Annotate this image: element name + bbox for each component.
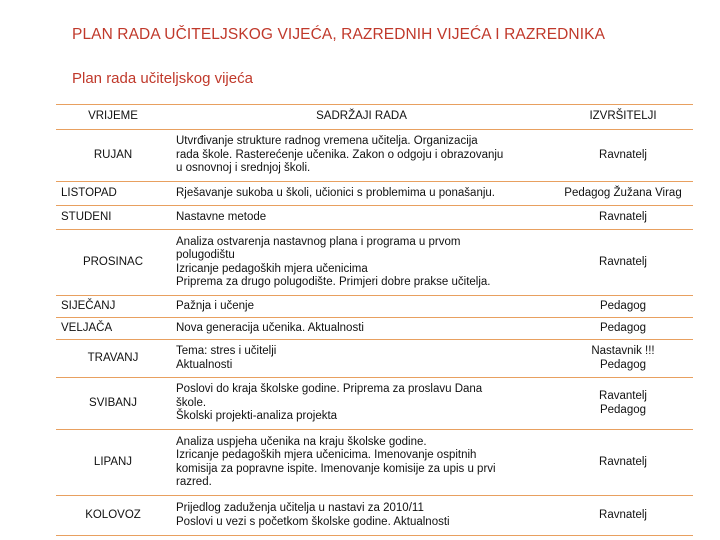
executor-cell — [553, 130, 693, 182]
content-line: škole. — [176, 396, 207, 409]
month-cell: VELJAČA — [56, 318, 170, 340]
table-row — [56, 430, 693, 496]
content-line: razred. — [176, 476, 212, 488]
executor-cell — [553, 318, 693, 340]
content-line: Poslovi do kraja školske godine. Priprema za proslavu Dana — [176, 383, 483, 396]
content-cell — [170, 378, 553, 430]
executor-cell — [553, 206, 693, 230]
table-row — [56, 230, 693, 296]
content-line: Nastavne metode — [176, 210, 267, 223]
month-cell: RUJAN — [56, 130, 170, 182]
table-row — [56, 340, 693, 378]
content-line: Rješavanje sukoba u školi, učionici s problemima u ponašanju. — [176, 186, 495, 199]
content-cell — [170, 430, 553, 496]
content-cell — [170, 340, 553, 378]
executor-line: Ravnatelj — [599, 455, 647, 468]
table-row — [56, 496, 693, 536]
content-cell — [170, 296, 553, 318]
executor-cell — [553, 182, 693, 206]
executor-line: Pedagog — [599, 299, 647, 312]
executor-line: Nastavnik !!! — [591, 345, 655, 357]
header-executors: IZVRŠITELJI — [553, 105, 693, 130]
content-line: Izricanje pedagoških mjera učenicima — [176, 262, 368, 275]
executor-cell — [553, 230, 693, 296]
content-line: Tema: stres i učitelji — [176, 345, 277, 357]
executor-line: Pedagog Žužana Virag — [564, 186, 682, 199]
executor-line: Ravnatelj — [599, 210, 647, 223]
content-line: Aktualnosti — [176, 358, 233, 371]
header-time: VRIJEME — [56, 105, 170, 130]
month-cell: PROSINAC — [56, 230, 170, 296]
executor-cell — [553, 430, 693, 496]
content-line: Analiza uspjeha učenika na kraju školske godine. — [176, 435, 427, 448]
month-cell: LIPANJ — [56, 430, 170, 496]
executor-cell — [553, 340, 693, 378]
table-row — [56, 206, 693, 230]
content-line: komisija za popravne ispite. Imenovanje komisije za upis u prvi — [176, 462, 496, 475]
month-cell: SVIBANJ — [56, 378, 170, 430]
table-row — [56, 182, 693, 206]
plan-table — [56, 104, 693, 536]
executor-cell — [553, 378, 693, 430]
month-cell: STUDENI — [56, 206, 170, 230]
section-subtitle: Plan rada učiteljskog vijeća — [72, 70, 253, 87]
content-line: Školski projekti-analiza projekta — [176, 410, 338, 423]
month-cell: KOLOVOZ — [56, 496, 170, 536]
content-line: Utvrđivanje strukture radnog vremena učitelja. Organizacija — [176, 135, 478, 148]
content-cell — [170, 206, 553, 230]
content-cell — [170, 318, 553, 340]
executor-line: Pedagog — [599, 321, 647, 334]
table-header-row — [56, 105, 693, 130]
page-title: PLAN RADA UČITELJSKOG VIJEĆA, RAZREDNIH VIJEĆA I RAZREDNIKA — [72, 26, 606, 43]
content-line: Priprema za drugo polugodište. Primjeri dobre prakse učitelja. — [176, 276, 491, 288]
content-line: Poslovi u vezi s početkom školske godine. Aktualnosti — [176, 515, 450, 528]
content-cell — [170, 182, 553, 206]
content-line: Pažnja i učenje — [176, 299, 254, 312]
table-row — [56, 318, 693, 340]
executor-line: Ravnatelj — [599, 508, 647, 521]
executor-line: Pedagog — [599, 358, 647, 371]
executor-cell — [553, 496, 693, 536]
executor-line: Pedagog — [599, 403, 647, 416]
month-cell: TRAVANJ — [56, 340, 170, 378]
content-line: polugodištu — [176, 249, 235, 261]
content-line: u osnovnoj i srednjoj školi. — [176, 162, 311, 175]
executor-line: Ravnatelj — [599, 148, 647, 161]
month-cell: LISTOPAD — [56, 182, 170, 206]
executor-line: Ravantelj — [599, 390, 647, 402]
content-line: Prijedlog zaduženja učitelja u nastavi za 2010/11 — [176, 502, 424, 514]
table-row — [56, 296, 693, 318]
content-line: Izricanje pedagoških mjera učenicima. Imenovanje ospitnih — [176, 449, 477, 461]
executor-line: Ravnatelj — [599, 255, 647, 268]
content-cell — [170, 230, 553, 296]
header-content: SADRŽAJI RADA — [170, 105, 553, 130]
content-line: Nova generacija učenika. Aktualnosti — [176, 321, 364, 334]
content-cell — [170, 130, 553, 182]
table-row — [56, 378, 693, 430]
executor-cell — [553, 296, 693, 318]
month-cell: SIJEČANJ — [56, 296, 170, 318]
content-line: rada škole. Rasterećenje učenika. Zakon o odgoju i obrazovanju — [176, 148, 504, 161]
content-cell — [170, 496, 553, 536]
table-row — [56, 130, 693, 182]
content-line: Analiza ostvarenja nastavnog plana i programa u prvom — [176, 235, 461, 248]
